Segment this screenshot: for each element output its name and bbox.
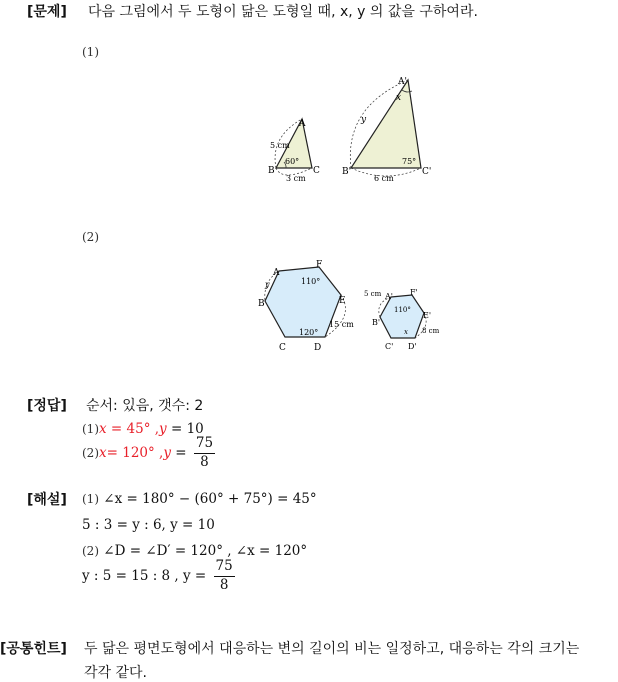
answer-2-val-x: = 120° , (106, 445, 164, 461)
small-hex-var-x: x (404, 328, 408, 336)
hex-angle-f: 110° (301, 277, 321, 286)
answer-1-val-y: = 10 (166, 421, 204, 437)
small-hex-label-E: E' (423, 311, 432, 320)
hint-tag: [공통힌트] (0, 641, 67, 657)
hex-label-D: D (314, 343, 322, 353)
solution-4-fraction (214, 560, 235, 592)
small-hex-side-de: 8 cm (422, 327, 440, 335)
hint-line-1: 두 닮은 평면도형에서 대응하는 변의 길이의 비는 일정하고, 대응하는 각의 크기는 (84, 641, 580, 657)
var-x: x (396, 93, 402, 103)
small-hex-label-F: F' (410, 288, 418, 297)
hint-line-2: 각각 같다. (84, 665, 147, 681)
solution-line-2: 5 : 3 = y : 6, y = 10 (82, 517, 215, 533)
label-C: C (313, 166, 320, 176)
answer-tag: [정답] (27, 398, 67, 414)
solution-line-4 (82, 560, 235, 592)
side-ab-label: 5 cm (270, 141, 290, 150)
side-bc-label: 3 cm (286, 174, 306, 183)
solution-line-3 (82, 543, 307, 559)
problem-text: 다음 그림에서 두 도형이 닮은 도형일 때, x, y 의 값을 구하여라. (88, 4, 478, 20)
problem-tag: [문제] (27, 4, 67, 20)
hex-label-C: C (279, 343, 286, 353)
subproblem-2-label: (2) (82, 230, 99, 244)
hex-label-A: A (273, 268, 280, 278)
answer-2-var-x: x (99, 445, 107, 461)
solution-line-1 (82, 491, 317, 507)
answer-summary: 순서: 있음, 갯수: 2 (86, 398, 204, 414)
small-hex-angle-a: 110° (394, 306, 411, 314)
answer-2 (82, 437, 215, 469)
answer-1-prefix: (1) (82, 422, 99, 436)
answer-1-val-x: = 45° , (106, 421, 160, 437)
angle-b-label: 60° (285, 157, 300, 166)
figure-2-hexagons (257, 255, 447, 355)
var-y: y (361, 115, 367, 125)
answer-1-var-y: y (159, 421, 167, 437)
label-B-prime: B' (342, 167, 352, 177)
hex-angle-d: 120° (299, 328, 319, 337)
small-hex-label-C: C' (385, 342, 394, 351)
solution-tag: [해설] (27, 492, 67, 508)
hex-label-B: B (258, 299, 265, 309)
small-hex-label-D: D' (408, 342, 417, 351)
answer-2-denominator: 8 (200, 453, 209, 470)
solution-4-numerator: 75 (214, 560, 235, 577)
hex-label-E: E (339, 296, 346, 306)
answer-2-numerator: 75 (194, 437, 215, 454)
solution-3-prefix: (2) (82, 544, 99, 558)
subproblem-1-label: (1) (82, 45, 99, 59)
solution-1-prefix: (1) (82, 492, 99, 506)
solution-4-text: y : 5 = 15 : 8 , y = (82, 568, 211, 584)
solution-4-denominator: 8 (219, 576, 229, 593)
angle-c-prime-label: 75° (402, 157, 417, 166)
answer-2-prefix: (2) (82, 446, 99, 460)
answer-1-var-x: x (99, 421, 107, 437)
hex-side-de: 15 cm (329, 320, 354, 329)
solution-1-text: ∠x = 180° − (60° + 75°) = 45° (103, 491, 317, 507)
figure-1-triangles (262, 72, 442, 187)
small-hex-label-A: A' (385, 292, 393, 301)
answer-2-fraction (194, 437, 215, 469)
label-A: A (299, 119, 306, 129)
hex-var-y: y (265, 280, 270, 289)
solution-3-text: ∠D = ∠D′ = 120° , ∠x = 120° (103, 543, 308, 559)
answer-2-var-y: y (163, 445, 171, 461)
label-A-prime: A' (398, 77, 407, 87)
label-B: B (268, 166, 275, 176)
answer-2-equals: = (170, 445, 191, 461)
answer-1 (82, 421, 204, 437)
side-b-c-prime-label: 6 cm (374, 174, 394, 183)
label-C-prime: C' (422, 167, 432, 177)
hex-label-F: F (316, 260, 323, 270)
small-hex-side-a: 5 cm (364, 290, 382, 298)
small-hex-label-B: B' (372, 318, 381, 327)
